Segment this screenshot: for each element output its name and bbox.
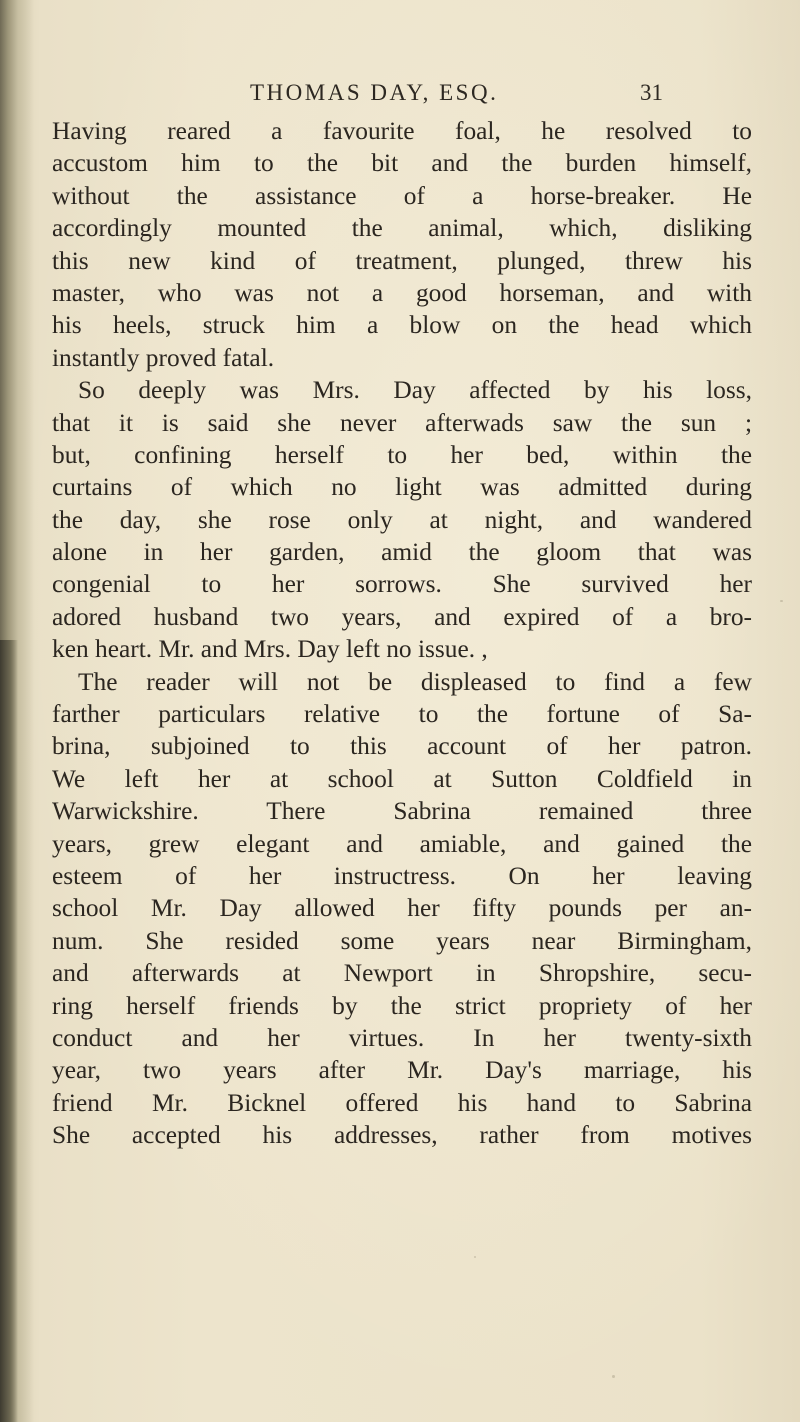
text-line: but, confining herself to her bed, within the (52, 440, 752, 469)
text-line: curtains of which no light was admitted during (52, 473, 752, 502)
page-binding-edge (0, 640, 18, 1422)
text-line: accustom him to the bit and the burden himself, (52, 149, 752, 178)
text-line: school Mr. Day allowed her fifty pounds per an- (52, 894, 752, 923)
text-line: We left her at school at Sutton Coldfield in (52, 764, 752, 793)
text-line: and afterwards at Newport in Shropshire, secu- (52, 959, 752, 988)
running-head (0, 80, 800, 110)
body-text (52, 115, 752, 1152)
text-line: alone in her garden, amid the gloom that was (52, 538, 752, 567)
text-line: friend Mr. Bicknel offered his hand to Sabrina (52, 1088, 752, 1117)
text-line: congenial to her sorrows. She survived her (52, 570, 752, 599)
text-line: Having reared a favourite foal, he resolved to (52, 117, 752, 145)
text-line: the day, she rose only at night, and wandered (52, 505, 752, 534)
paper-speck (474, 1256, 476, 1258)
text-line: that it is said she never afterwads saw the sun ; (52, 408, 752, 437)
text-line: accordingly mounted the animal, which, disliking (52, 214, 752, 243)
text-line: adored husband two years, and expired of a bro- (52, 602, 752, 631)
text-line: The reader will not be displeased to find a few (78, 667, 752, 696)
text-line: Warwickshire. There Sabrina remained three (52, 797, 752, 826)
text-line: without the assistance of a horse-breaker. He (52, 181, 752, 210)
text-line: brina, subjoined to this account of her patron. (52, 732, 752, 761)
text-line: She accepted his addresses, rather from motives (52, 1121, 752, 1150)
text-line: So deeply was Mrs. Day affected by his loss, (78, 376, 752, 405)
text-line: year, two years after Mr. Day's marriage, his (52, 1056, 752, 1085)
text-line: ken heart. Mr. and Mrs. Day left no issue. , (52, 635, 488, 664)
paper-speck (612, 1375, 615, 1378)
text-line: his heels, struck him a blow on the head which (52, 311, 752, 340)
text-line: num. She resided some years near Birmingham, (52, 926, 752, 955)
text-line: this new kind of treatment, plunged, threw his (52, 246, 752, 275)
paper-speck (780, 600, 783, 602)
text-line: ring herself friends by the strict propriety of her (52, 991, 752, 1020)
text-line: instantly proved fatal. (52, 343, 275, 372)
text-line: conduct and her virtues. In her twenty-sixth (52, 1023, 752, 1052)
running-head-title: THOMAS DAY, ESQ. (250, 80, 499, 105)
text-line: farther particulars relative to the fortune of Sa- (52, 700, 752, 729)
page-number: 31 (640, 80, 663, 105)
text-line: years, grew elegant and amiable, and gained the (52, 829, 752, 858)
text-line: esteem of her instructress. On her leaving (52, 861, 752, 890)
text-line: master, who was not a good horseman, and with (52, 278, 752, 307)
